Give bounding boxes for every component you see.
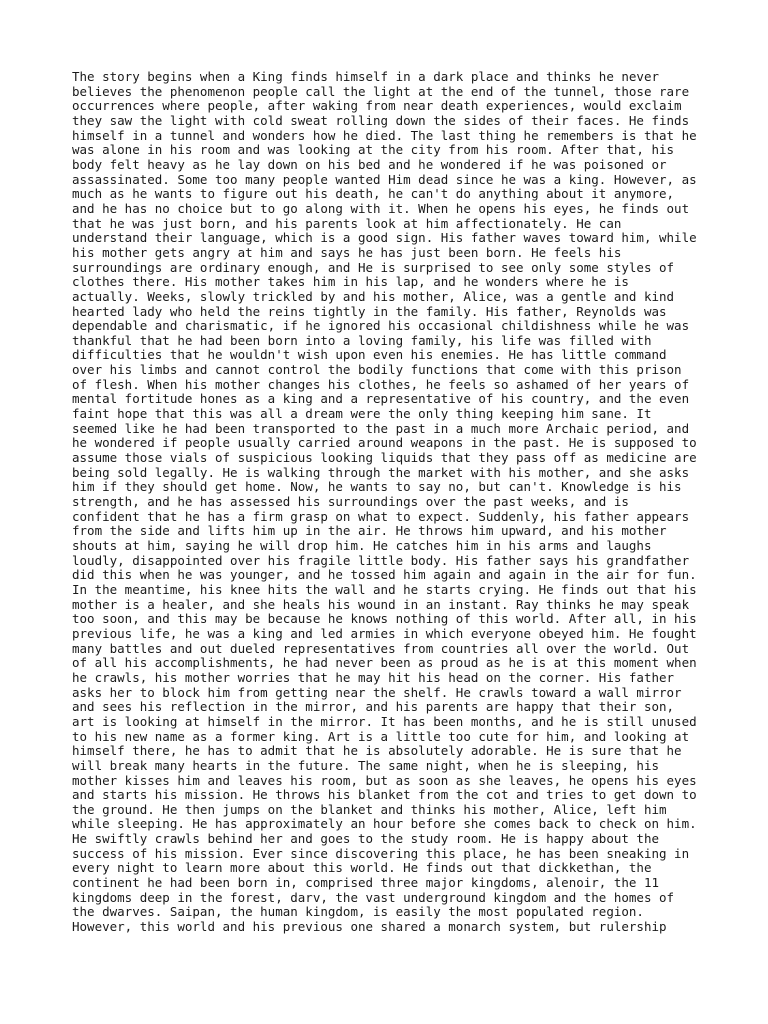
text-line: actually. Weeks, slowly trickled by and his mother, Alice, was a gentle and kind (72, 288, 675, 304)
text-line: from the side and lifts him up in the air. He throws him upward, and his mother (72, 523, 667, 539)
text-line: and starts his mission. He throws his blanket from the cot and tries to get down to (72, 787, 697, 803)
text-line: did this when he was younger, and he tossed him again and again in the air for fun. (72, 567, 697, 583)
text-line: asks her to block him from getting near the shelf. He crawls toward a wall mirror (72, 684, 682, 700)
text-line: mental fortitude hones as a king and a representative of his country, and the even (72, 391, 690, 407)
text-line: surroundings are ordinary enough, and He is surprised to see only some styles of (72, 259, 675, 275)
text-line: However, this world and his previous one shared a monarch system, but rulership (72, 919, 667, 935)
text-line: the dwarves. Saipan, the human kingdom, is easily the most populated region. (72, 904, 644, 920)
text-line: was alone in his room and was looking at the city from his room. After that, his (72, 142, 675, 158)
text-line: that he was just born, and his parents look at him affectionately. He can (72, 215, 622, 231)
text-line: assume those vials of suspicious looking liquids that they pass off as medicine are (72, 450, 697, 466)
text-line: assassinated. Some too many people wanted Him dead since he was a king. However, as (72, 171, 697, 187)
text-line: difficulties that he wouldn't wish upon even his enemies. He has little command (72, 347, 667, 363)
text-line: will break many hearts in the future. The same night, when he is sleeping, his (72, 757, 659, 773)
text-line: and he has no choice but to go along with it. When he opens his eyes, he finds out (72, 200, 690, 216)
text-line: believes the phenomenon people call the light at the end of the tunnel, those rare (72, 83, 690, 99)
text-line: his mother gets angry at him and says he has just been born. He feels his (72, 244, 622, 260)
text-line: dependable and charismatic, if he ignored his occasional childishness while he was (72, 318, 690, 334)
text-line: many battles and out dueled representatives from countries all over the world. Out (72, 640, 690, 656)
text-line: body felt heavy as he lay down on his bed and he wondered if he was poisoned or (72, 156, 667, 172)
text-line: of all his accomplishments, he had never been as proud as he is at this moment when (72, 655, 697, 671)
text-line: hearted lady who held the reins tightly in the family. His father, Reynolds was (72, 303, 667, 319)
text-line: to his new name as a former king. Art is a little too cute for him, and looking at (72, 728, 690, 744)
text-line: continent he had been born in, comprised three major kingdoms, alenoir, the 11 (72, 875, 659, 891)
text-line: loudly, disappointed over his fragile little body. His father says his grandfather (72, 552, 690, 568)
text-line: thankful that he had been born into a loving family, his life was filled with (72, 332, 652, 348)
text-line: while sleeping. He has approximately an hour before she comes back to check on him. (72, 816, 697, 832)
text-line: and sees his reflection in the mirror, and his parents are happy that their son, (72, 699, 675, 715)
text-line: In the meantime, his knee hits the wall and he starts crying. He finds out that his (72, 581, 697, 597)
text-line: art is looking at himself in the mirror. It has been months, and he is still unused (72, 713, 697, 729)
story-text (72, 70, 712, 935)
text-line: being sold legally. He is walking through the market with his mother, and she asks (72, 464, 690, 480)
text-line: shouts at him, saying he will drop him. He catches him in his arms and laughs (72, 538, 652, 553)
text-line: kingdoms deep in the forest, darv, the vast underground kingdom and the homes of (72, 889, 675, 905)
text-line: occurrences where people, after waking from near death experiences, would exclaim (72, 98, 682, 114)
text-line: he crawls, his mother worries that he may hit his head on the corner. His father (72, 669, 675, 685)
text-line: mother kisses him and leaves his room, but as soon as she leaves, he opens his eyes (72, 772, 697, 788)
text-line: over his limbs and cannot control the bodily functions that come with this prison (72, 362, 682, 378)
text-line: he wondered if people usually carried around weapons in the past. He is supposed to (72, 435, 697, 451)
text-line: himself in a tunnel and wonders how he died. The last thing he remembers is that he (72, 127, 697, 143)
text-line: strength, and he has assessed his surroundings over the past weeks, and is (72, 494, 629, 510)
text-line: The story begins when a King finds himself in a dark place and thinks he never (72, 69, 659, 84)
text-line: too soon, and this may be because he knows nothing of this world. After all, in his (72, 611, 697, 627)
text-line: clothes there. His mother takes him in his lap, and he wonders where he is (72, 274, 629, 290)
text-line: every night to learn more about this world. He finds out that dickkethan, the (72, 860, 652, 876)
text-line: He swiftly crawls behind her and goes to the study room. He is happy about the (72, 831, 659, 847)
text-line: faint hope that this was all a dream were the only thing keeping him sane. It (72, 406, 652, 422)
text-line: seemed like he had been transported to the past in a much more Archaic period, and (72, 420, 690, 436)
text-line: confident that he has a firm grasp on what to expect. Suddenly, his father appears (72, 508, 690, 524)
text-line: of flesh. When his mother changes his clothes, he feels so ashamed of her years of (72, 376, 690, 392)
text-line: himself there, he has to admit that he is absolutely adorable. He is sure that he (72, 743, 682, 759)
text-line: the ground. He then jumps on the blanket and thinks his mother, Alice, left him (72, 801, 667, 817)
text-line: understand their language, which is a good sign. His father waves toward him, while (72, 230, 697, 246)
text-line: success of his mission. Ever since discovering this place, he has been sneaking in (72, 845, 690, 861)
text-line: mother is a healer, and she heals his wound in an instant. Ray thinks he may speak (72, 596, 690, 612)
text-line: much as he wants to figure out his death, he can't do anything about it anymore, (72, 186, 675, 202)
text-line: him if they should get home. Now, he wants to say no, but can't. Knowledge is his (72, 479, 682, 495)
text-line: previous life, he was a king and led armies in which everyone obeyed him. He fought (72, 625, 697, 641)
text-line: they saw the light with cold sweat rolling down the sides of their faces. He finds (72, 112, 690, 128)
